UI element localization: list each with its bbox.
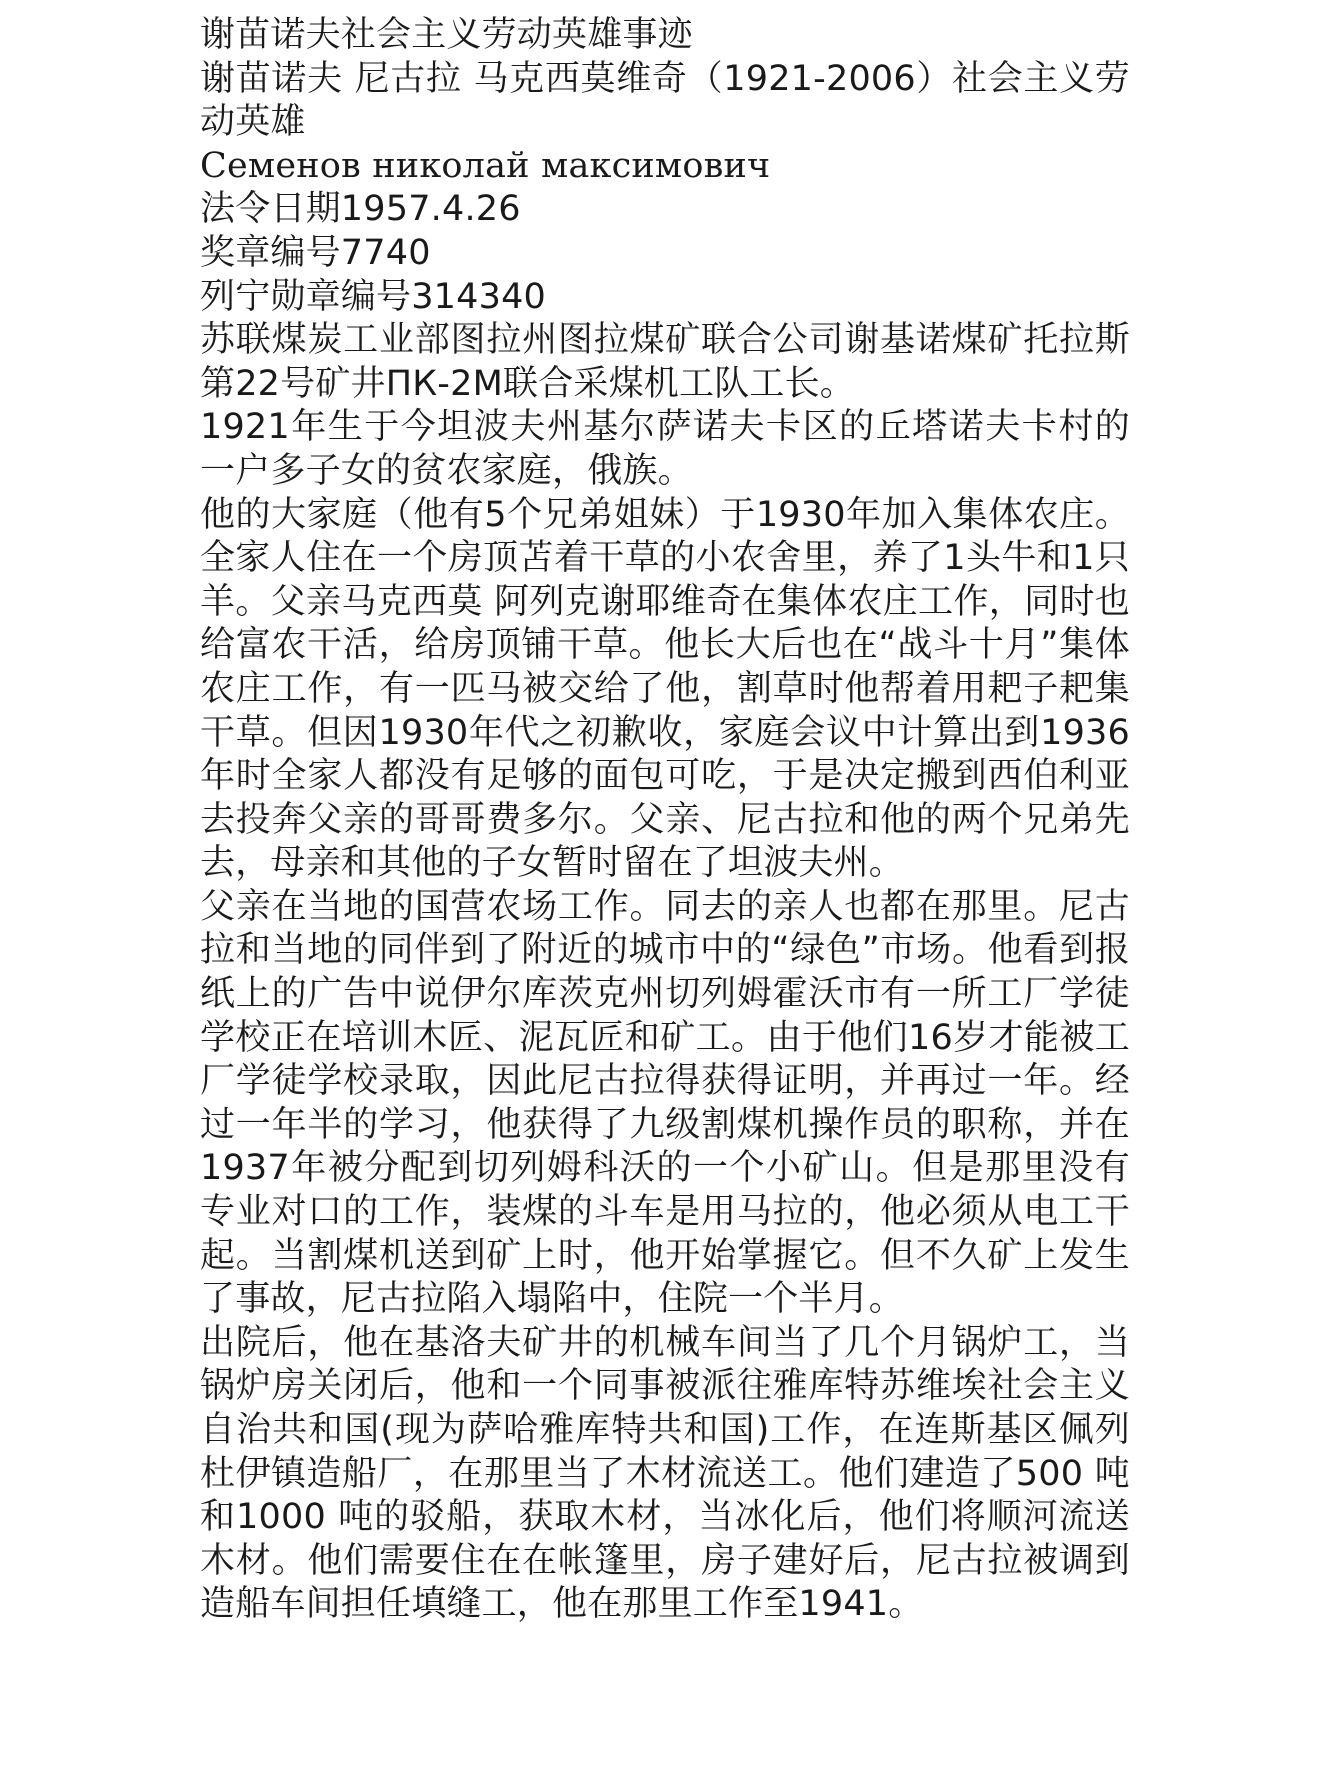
russian-name: Семенов николай максимович (200, 145, 771, 186)
paragraph-family: 他的大家庭（他有5个兄弟姐妹）于1930年加入集体农庄。全家人住在一个房顶苫着干草的小农舍里，养了1头牛和1只羊。父亲马克西莫 阿列克谢耶维奇在集体农庄工作，同时也给富农干活，给房顶铺干草。他长大后也在“战斗十月”集体农庄工作，有一匹马被交给了他，割草时他帮着用耙子耙集干草。但因1930年代之初歉收，家庭会议中计算出到1936年时全家人都没有足够的面包可吃，于是决定搬到西伯利亚去投奔父亲的哥哥费多尔。父亲、尼古拉和他的两个兄弟先去，母亲和其他的子女暂时留在了坦波夫州。 (200, 494, 1130, 884)
medal-number: 奖章编号7740 (200, 232, 431, 273)
document-title: 谢苗诺夫社会主义劳动英雄事迹 (200, 15, 693, 55)
document-page (200, 14, 1130, 1627)
decree-date: 法令日期1957.4.26 (200, 189, 521, 230)
paragraph-position: 苏联煤炭工业部图拉州图拉煤矿联合公司谢基诺煤矿托拉斯第22号矿井ПК-2М联合采煤机工队工长。 (200, 320, 1130, 404)
document-subtitle: 谢苗诺夫 尼古拉 马克西莫维奇（1921-2006）社会主义劳动英雄 (200, 58, 1130, 143)
paragraph-birth: 1921年生于今坦波夫州基尔萨诺夫卡区的丘塔诺夫卡村的一户多子女的贫农家庭，俄族。 (200, 407, 1130, 491)
paragraph-shipyard: 出院后，他在基洛夫矿井的机械车间当了几个月锅炉工，当锅炉房关闭后，他和一个同事被派往雅库特苏维埃社会主义自治共和国(现为萨哈雅库特共和国)工作，在连斯基区佩列杜伊镇造船厂，在那里当了木材流送工。他们建造了500 吨和1000 吨的驳船，获取木材，当冰化后，他们将顺河流送木材。他们需要住在在帐篷里，房子建好后，尼古拉被调到造船车间担任填缝工，他在那里工作至1941。 (200, 1322, 1130, 1625)
paragraph-training: 父亲在当地的国营农场工作。同去的亲人也都在那里。尼古拉和当地的同伴到了附近的城市中的“绿色”市场。他看到报纸上的广告中说伊尔库茨克州切列姆霍沃市有一所工厂学徒学校正在培训木匠、泥瓦匠和矿工。由于他们16岁才能被工厂学徒学校录取，因此尼古拉得获得证明，并再过一年。经过一年半的学习，他获得了九级割煤机操作员的职称，并在1937年被分配到切列姆科沃的一个小矿山。但是那里没有专业对口的工作，装煤的斗车是用马拉的，他必须从电工干起。当割煤机送到矿上时，他开始掌握它。但不久矿上发生了事故，尼古拉陷入塌陷中，住院一个半月。 (200, 886, 1130, 1320)
lenin-order-number: 列宁勋章编号314340 (200, 276, 547, 317)
